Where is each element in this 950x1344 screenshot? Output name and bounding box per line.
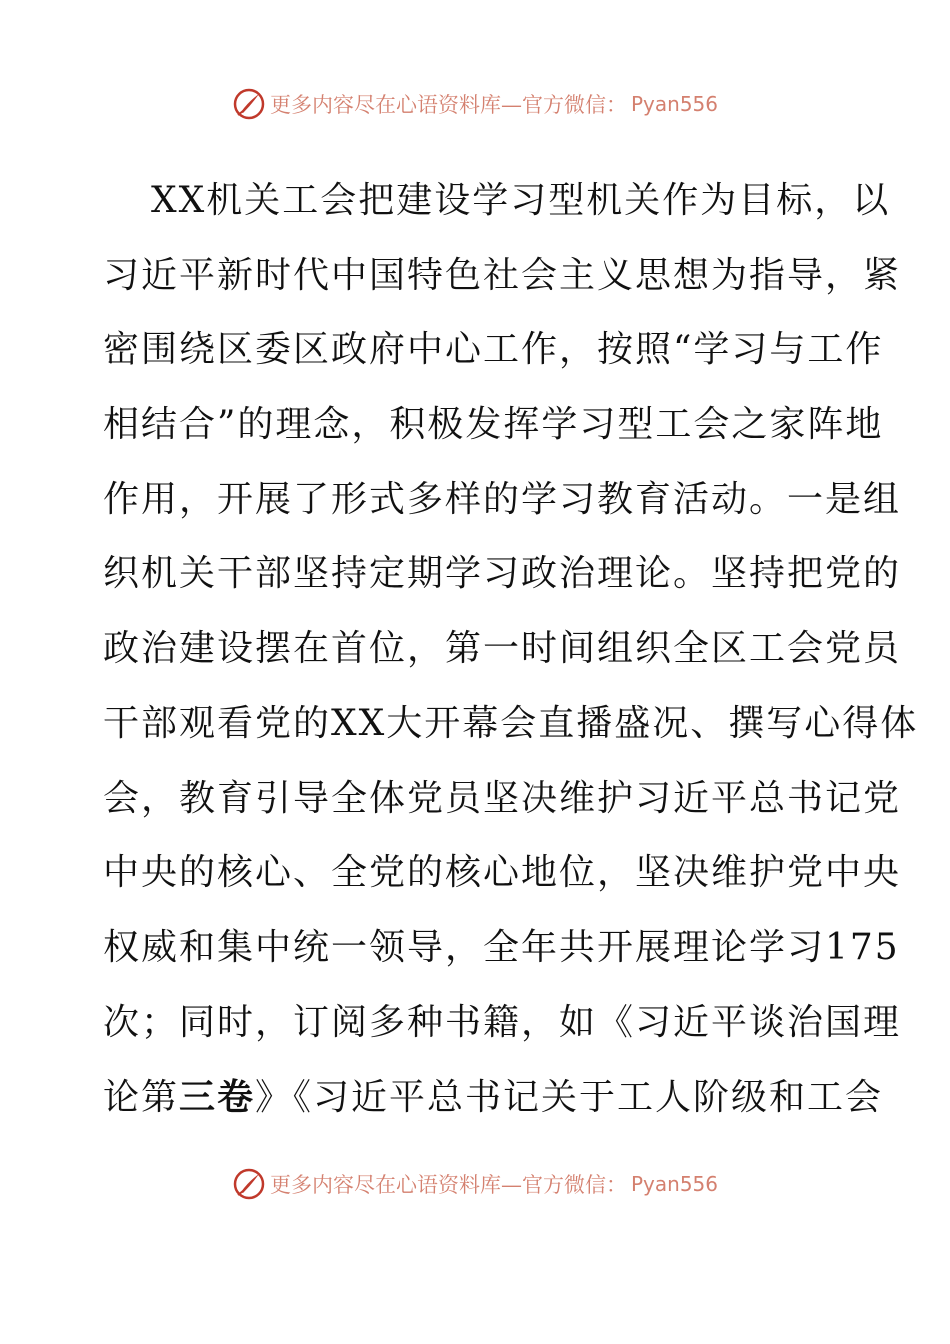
text-line: 作用，开展了形式多样的学习教育活动。一是组 <box>103 478 902 520</box>
text-line: 相结合”的理念，积极发挥学习型工会之家阵地 <box>103 404 884 446</box>
text-line: 习近平新时代中国特色社会主义思想为指导，紧 <box>103 254 902 296</box>
text-line: 干部观看党的XX大开幕会直播盛况、撰写心得体 <box>103 702 919 744</box>
document-body <box>103 164 919 1135</box>
text-line: 次；同时，订阅多种书籍，如《习近平谈治国理 <box>103 1001 902 1043</box>
footer-watermark <box>0 1164 950 1204</box>
text-line: XX机关工会把建设学习型机关作为目标，以 <box>151 180 891 221</box>
watermark-wechat-id: Pyan556 <box>630 1172 718 1196</box>
quill-logo-icon <box>232 1167 266 1201</box>
watermark-text: 更多内容尽在心语资料库—官方微信： <box>269 1173 627 1197</box>
text-line: 织机关干部坚持定期学习政治理论。坚持把党的 <box>103 553 902 595</box>
text-line: 会，教育引导全体党员坚决维护习近平总书记党 <box>103 777 902 819</box>
text-line: 中央的核心、全党的核心地位，坚决维护党中央 <box>103 852 902 894</box>
header-watermark <box>0 84 950 124</box>
text-segment-bold: 三卷 <box>179 1076 256 1119</box>
text-segment: 论第 <box>103 1077 180 1119</box>
text-line-last <box>103 1060 884 1135</box>
text-segment: 》《习近平总书记关于工人阶级和工会 <box>255 1077 884 1119</box>
watermark-wechat-id: Pyan556 <box>630 92 718 116</box>
quill-logo-icon <box>232 87 266 121</box>
text-line: 权威和集中统一领导，全年共开展理论学习175 <box>103 926 900 968</box>
text-line: 密围绕区委区政府中心工作，按照“学习与工作 <box>103 329 884 371</box>
watermark-text: 更多内容尽在心语资料库—官方微信： <box>269 93 627 117</box>
text-line: 政治建设摆在首位，第一时间组织全区工会党员 <box>103 628 902 670</box>
